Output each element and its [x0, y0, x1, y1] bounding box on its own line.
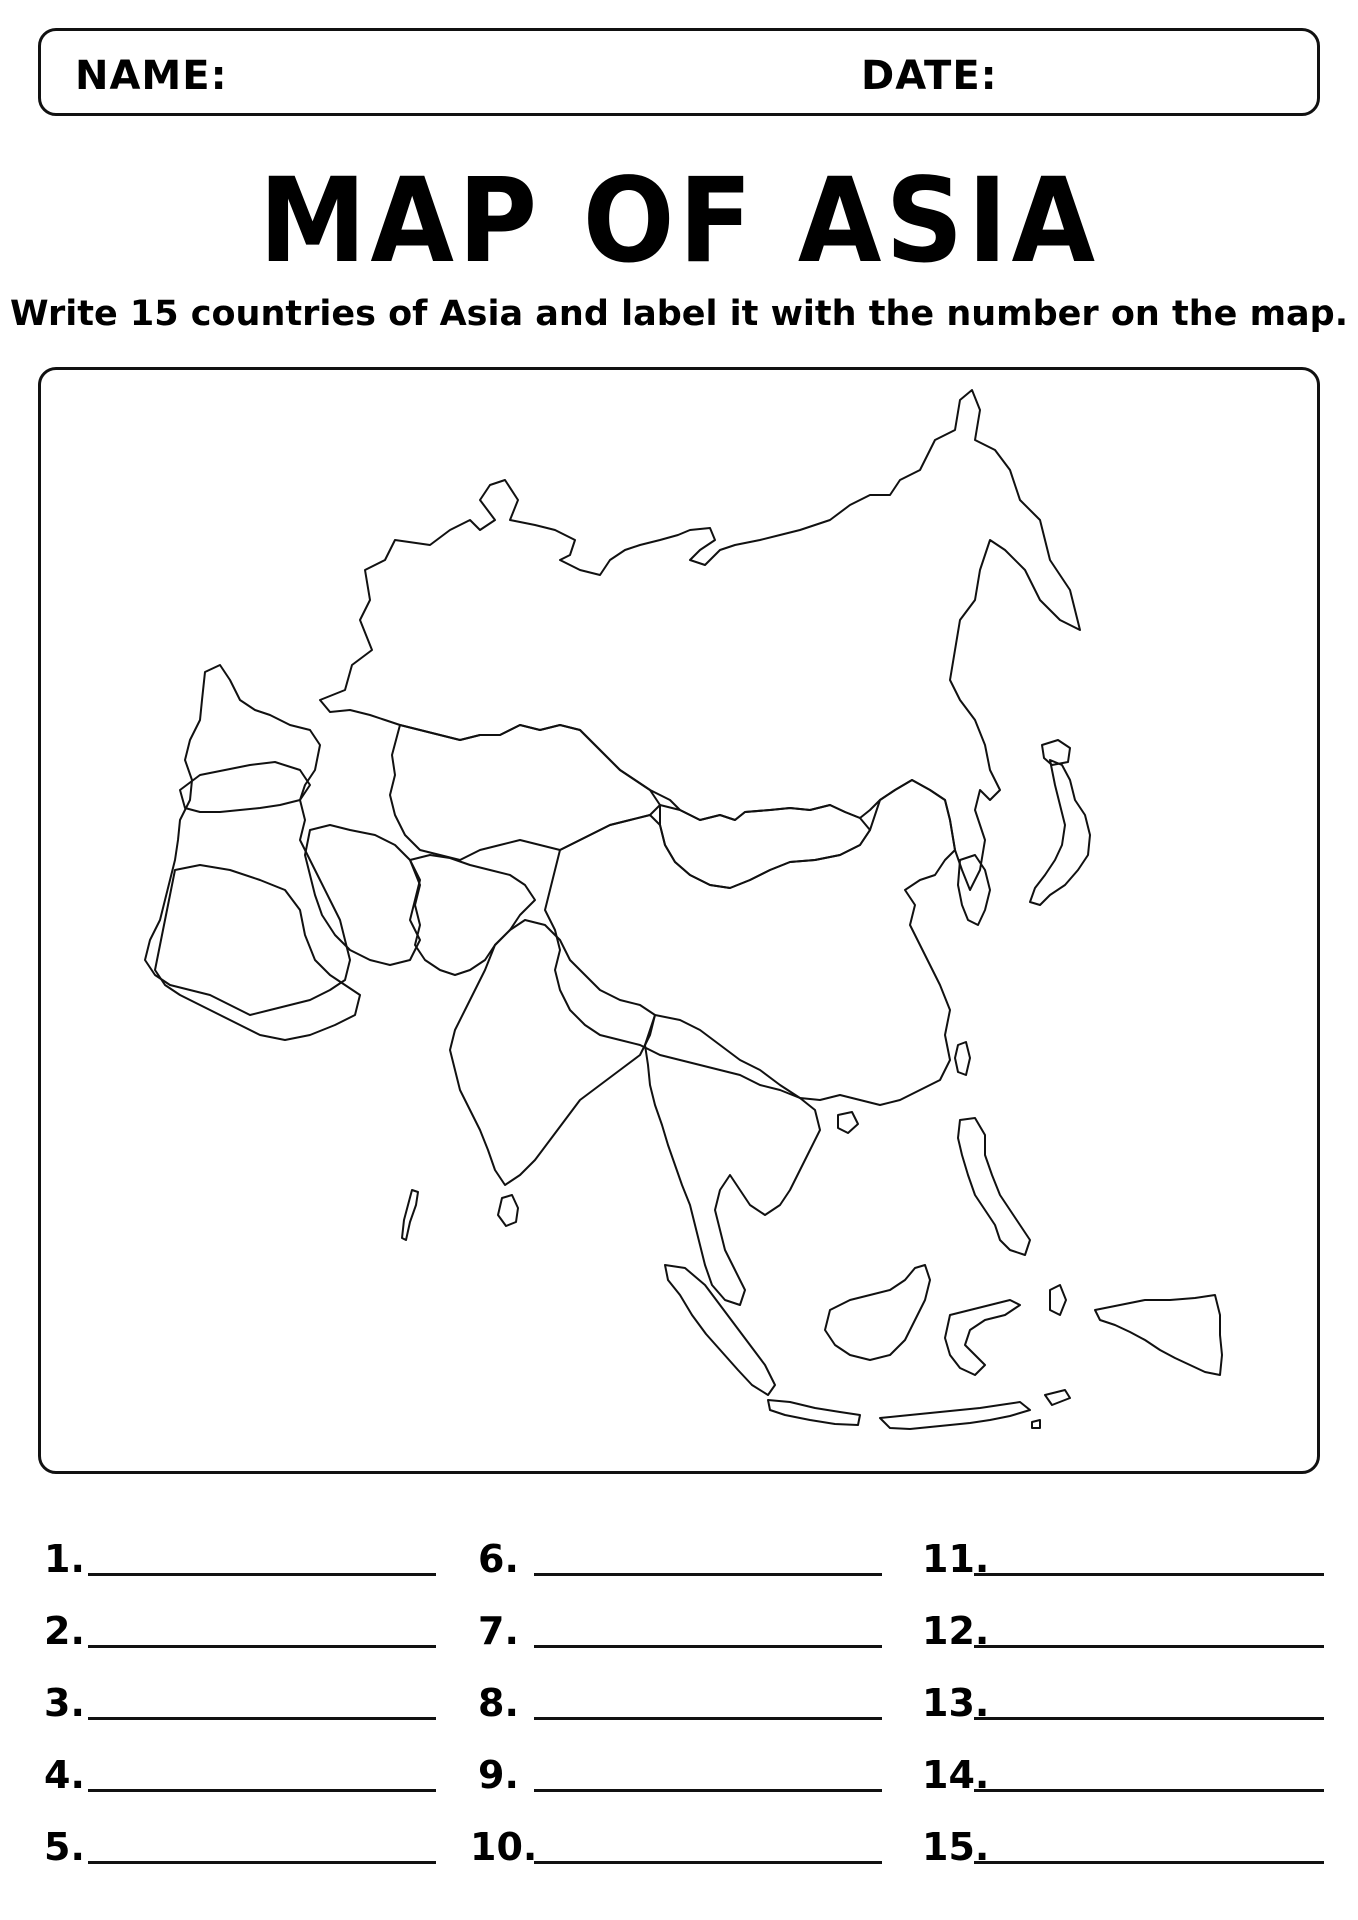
borneo-outline [825, 1265, 930, 1360]
answer-number: 11. [922, 1537, 990, 1581]
writing-line[interactable] [534, 1789, 882, 1792]
answer-line-3[interactable] [44, 1672, 436, 1725]
answer-number: 14. [922, 1753, 990, 1797]
answer-line-8[interactable] [478, 1672, 882, 1725]
writing-line[interactable] [534, 1861, 882, 1864]
answer-number: 6. [478, 1537, 519, 1581]
central-asia-outline [390, 725, 660, 860]
answer-number: 4. [44, 1753, 85, 1797]
maldives-outline [402, 1190, 418, 1240]
writing-line[interactable] [974, 1789, 1324, 1792]
lesser-sunda-outline [880, 1402, 1030, 1429]
sumatra-outline [665, 1265, 775, 1395]
timor-outline [1045, 1390, 1070, 1405]
russia-outline [320, 390, 1080, 890]
new-guinea-outline [1095, 1295, 1222, 1375]
instructions: Write 15 countries of Asia and label it with the number on the map. [9, 294, 1349, 334]
answer-line-10[interactable] [470, 1816, 882, 1869]
answer-line-15[interactable] [922, 1816, 1324, 1869]
answer-line-1[interactable] [44, 1528, 436, 1581]
japan-outline [1030, 760, 1090, 905]
small-island-outline [1032, 1420, 1040, 1428]
sri-lanka-outline [498, 1195, 518, 1226]
philippines-outline [958, 1118, 1030, 1255]
writing-line[interactable] [534, 1645, 882, 1648]
writing-line[interactable] [88, 1573, 436, 1576]
writing-line[interactable] [88, 1717, 436, 1720]
middle-east-outline [145, 665, 350, 1015]
india-outline [450, 920, 655, 1185]
answer-number: 1. [44, 1537, 85, 1581]
answer-line-14[interactable] [922, 1744, 1324, 1797]
writing-line[interactable] [534, 1573, 882, 1576]
writing-line[interactable] [974, 1573, 1324, 1576]
writing-line[interactable] [974, 1645, 1324, 1648]
answer-number: 8. [478, 1681, 519, 1725]
java-outline [768, 1400, 860, 1425]
answer-line-2[interactable] [44, 1600, 436, 1653]
writing-line[interactable] [974, 1717, 1324, 1720]
writing-line[interactable] [88, 1789, 436, 1792]
answer-line-5[interactable] [44, 1816, 436, 1869]
answer-number: 10. [470, 1825, 538, 1869]
answer-line-9[interactable] [478, 1744, 882, 1797]
name-label: NAME: [75, 53, 228, 99]
writing-line[interactable] [974, 1861, 1324, 1864]
writing-line[interactable] [88, 1861, 436, 1864]
hokkaido-outline [1042, 740, 1070, 765]
answer-line-11[interactable] [922, 1528, 1324, 1581]
answer-line-7[interactable] [478, 1600, 882, 1653]
iran-outline [305, 825, 420, 965]
pakistan-outline [410, 855, 535, 975]
answer-line-6[interactable] [478, 1528, 882, 1581]
page-title: MAP OF ASIA [258, 153, 1100, 289]
answer-number: 12. [922, 1609, 990, 1653]
sulawesi-outline [945, 1300, 1020, 1375]
turkey-outline [180, 762, 310, 812]
answer-number: 7. [478, 1609, 519, 1653]
answer-number: 9. [478, 1753, 519, 1797]
korea-outline [958, 855, 990, 925]
answer-number: 15. [922, 1825, 990, 1869]
answer-number: 5. [44, 1825, 85, 1869]
date-label: DATE: [861, 53, 998, 99]
answer-number: 13. [922, 1681, 990, 1725]
answer-line-4[interactable] [44, 1744, 436, 1797]
china-outline [545, 780, 955, 1105]
writing-line[interactable] [534, 1717, 882, 1720]
answer-number: 3. [44, 1681, 85, 1725]
answer-line-12[interactable] [922, 1600, 1324, 1653]
hainan-outline [838, 1112, 858, 1133]
writing-line[interactable] [88, 1645, 436, 1648]
answer-line-13[interactable] [922, 1672, 1324, 1725]
taiwan-outline [955, 1042, 970, 1075]
answer-number: 2. [44, 1609, 85, 1653]
maluku-outline [1050, 1285, 1066, 1315]
